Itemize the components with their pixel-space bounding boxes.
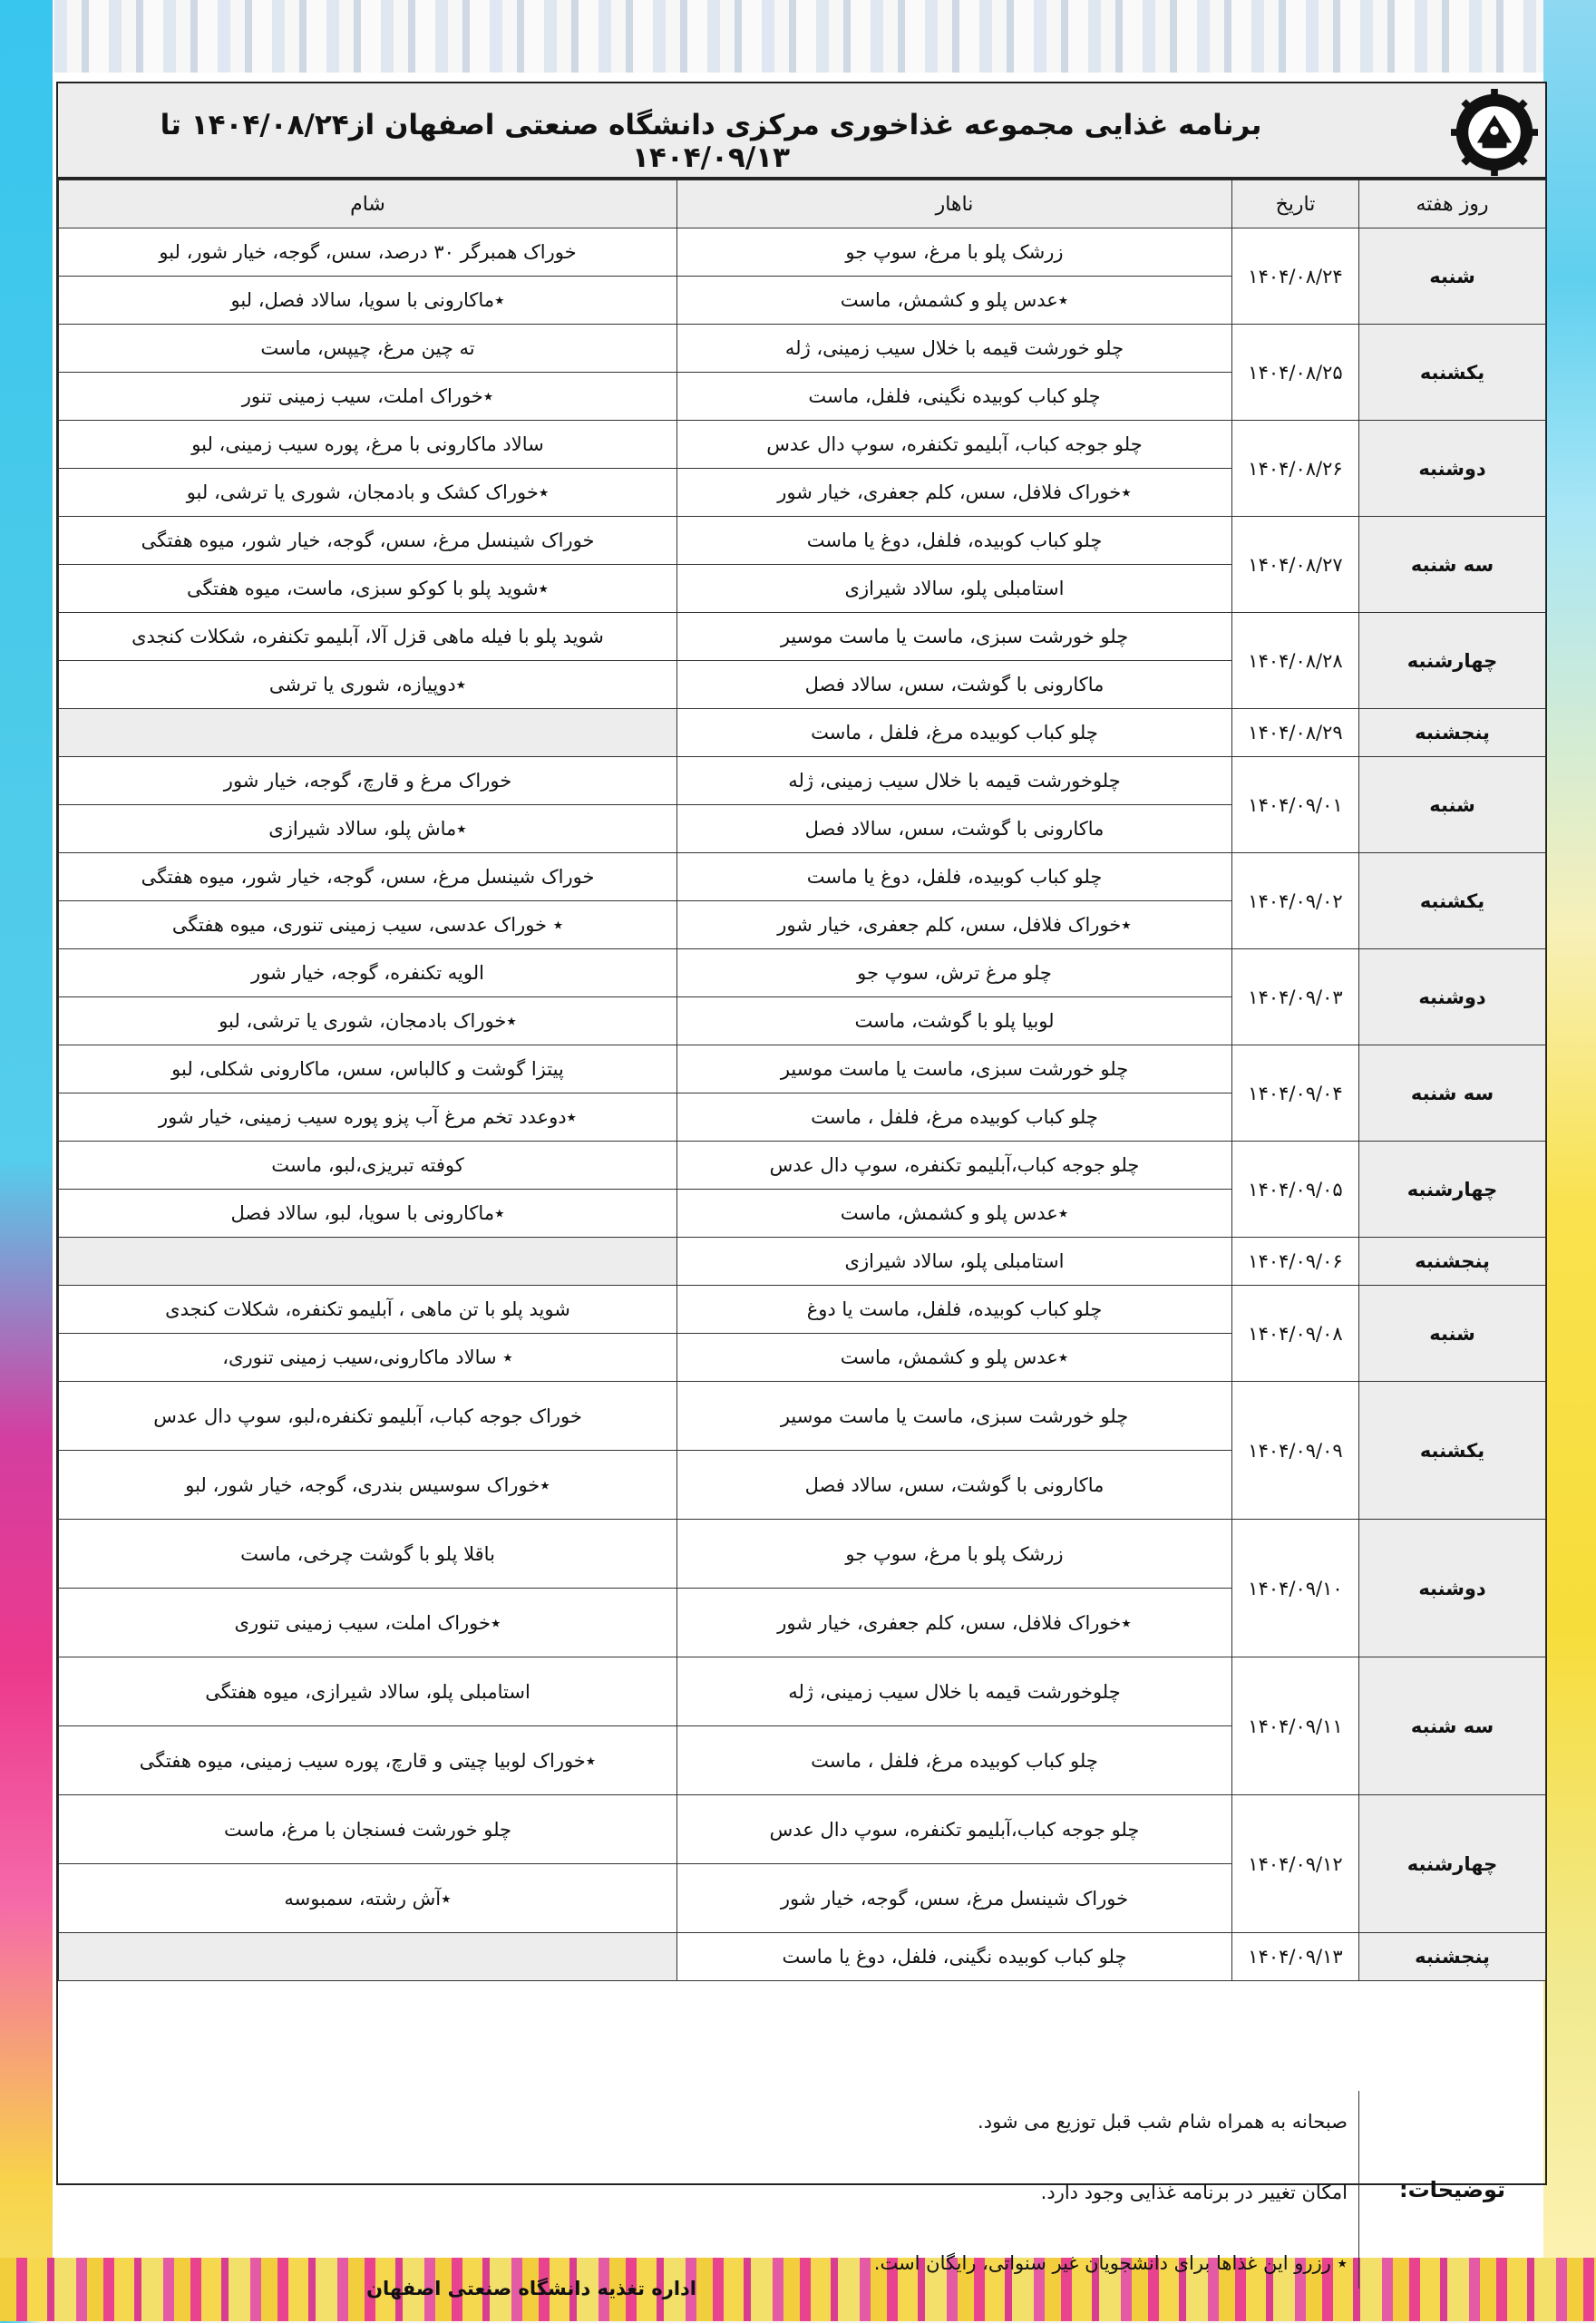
dinner-cell: کوفته تبریزی،لبو، ماست [59,1142,677,1190]
lunch-cell: ماکارونی با گوشت، سس، سالاد فصل [677,661,1232,709]
header-dinner: شام [59,180,677,228]
day-cell: دوشنبه [1359,421,1546,517]
day-cell: یکشنبه [1359,325,1546,421]
table-row [59,709,1546,757]
lunch-cell: چلو خورشت قیمه با خلال سیب زمینی، ژله [677,325,1232,373]
dinner-cell: استامبلی پلو، سالاد شیرازی، میوه هفتگی [59,1657,677,1726]
table-row [59,613,1546,661]
day-cell: سه شنبه [1359,1045,1546,1142]
date-cell: ۱۴۰۴/۰۹/۰۶ [1232,1238,1359,1286]
date-cell: ۱۴۰۴/۰۹/۱۳ [1232,1933,1359,1981]
dinner-cell: خوراک شینسل مرغ، سس، گوجه، خیار شور، میوه هفتگی [59,517,677,565]
date-cell: ۱۴۰۴/۰۹/۰۱ [1232,757,1359,853]
table-row [59,421,1546,469]
date-cell: ۱۴۰۴/۰۹/۰۹ [1232,1382,1359,1520]
table-row [59,1520,1546,1589]
background-left-strip [0,0,53,2321]
day-cell: سه شنبه [1359,1657,1546,1795]
dinner-cell: الویه تکنفره، گوجه، خیار شور [59,949,677,997]
date-cell: ۱۴۰۴/۰۹/۱۰ [1232,1520,1359,1657]
dinner-cell: ٭ماکارونی با سویا، لبو، سالاد فصل [59,1190,677,1238]
date-cell: ۱۴۰۴/۰۹/۰۲ [1232,853,1359,949]
lunch-cell: چلو کباب کوبیده، فلفل، ماست یا دوغ [677,1286,1232,1334]
lunch-cell: چلو کباب کوبیده مرغ، فلفل ، ماست [677,709,1232,757]
dinner-cell: ٭خوراک املت، سیب زمینی تنوری [59,1589,677,1657]
lunch-cell: استامبلی پلو، سالاد شیرازی [677,1238,1232,1286]
menu-sheet [53,73,1543,2299]
day-cell: سه شنبه [1359,517,1546,613]
lunch-cell: چلو کباب کوبیده، فلفل، دوغ یا ماست [677,853,1232,901]
date-cell: ۱۴۰۴/۰۹/۰۵ [1232,1142,1359,1238]
date-cell: ۱۴۰۴/۰۸/۲۹ [1232,709,1359,757]
date-cell: ۱۴۰۴/۰۹/۰۸ [1232,1286,1359,1382]
dinner-cell: ٭خوراک کشک و بادمجان، شوری یا ترشی، لبو [59,469,677,517]
header-day: روز هفته [1359,180,1546,228]
header-lunch: ناهار [677,180,1232,228]
lunch-cell: لوبیا پلو با گوشت، ماست [677,997,1232,1045]
page-title: برنامه غذایی مجموعه غذاخوری مرکزی دانشگاه صنعتی اصفهان از۱۴۰۴/۰۸/۲۴ تا ۱۴۰۴/۰۹/۱۳ [160,109,1262,174]
lunch-cell: چلو خورشت سبزی، ماست یا ماست موسیر [677,1045,1232,1093]
date-cell: ۱۴۰۴/۰۹/۱۱ [1232,1657,1359,1795]
notes-section [58,2091,1545,2289]
date-cell: ۱۴۰۴/۰۸/۲۴ [1232,228,1359,325]
lunch-cell: استامبلی پلو، سالاد شیرازی [677,565,1232,613]
dinner-cell: ٭خوراک بادمجان، شوری یا ترشی، لبو [59,997,677,1045]
date-cell: ۱۴۰۴/۰۹/۱۲ [1232,1795,1359,1933]
lunch-cell: چلو جوجه کباب، آبلیمو تکنفره، سوپ دال عدس [677,421,1232,469]
lunch-cell: ٭خوراک فلافل، سس، کلم جعفری، خیار شور [677,1589,1232,1657]
date-cell: ۱۴۰۴/۰۸/۲۵ [1232,325,1359,421]
lunch-cell: چلو جوجه کباب،آبلیمو تکنفره، سوپ دال عدس [677,1795,1232,1864]
dinner-cell [59,1933,677,1981]
note-line: امکان تغییر در برنامه غذایی وجود دارد. [1040,2182,1348,2203]
day-cell: شنبه [1359,1286,1546,1382]
day-cell: یکشنبه [1359,853,1546,949]
dinner-cell: خوراک جوجه کباب، آبلیمو تکنفره،لبو، سوپ دال عدس [59,1382,677,1451]
day-cell: دوشنبه [1359,1520,1546,1657]
lunch-cell: زرشک پلو با مرغ، سوپ جو [677,228,1232,277]
header-date: تاریخ [1232,180,1359,228]
lunch-cell: ٭خوراک فلافل، سس، کلم جعفری، خیار شور [677,901,1232,949]
dinner-cell [59,709,677,757]
lunch-cell: چلو خورشت سبزی، ماست یا ماست موسیر [677,1382,1232,1451]
day-cell: چهارشنبه [1359,1795,1546,1933]
lunch-cell: چلوخورشت قیمه با خلال سیب زمینی، ژله [677,1657,1232,1726]
day-cell: پنجشنبه [1359,709,1546,757]
menu-header [58,83,1545,180]
date-cell: ۱۴۰۴/۰۹/۰۳ [1232,949,1359,1045]
date-cell: ۱۴۰۴/۰۸/۲۶ [1232,421,1359,517]
lunch-cell: چلوخورشت قیمه با خلال سیب زمینی، ژله [677,757,1232,805]
note-line: صبحانه به همراه شام شب قبل توزیع می شود. [978,2111,1348,2133]
menu-body [59,228,1546,1981]
lunch-cell: ٭عدس پلو و کشمش، ماست [677,1334,1232,1382]
dinner-cell: شوید پلو با فیله ماهی قزل آلا، آبلیمو تکنفره، شکلات کنجدی [59,613,677,661]
day-cell: پنجشنبه [1359,1238,1546,1286]
table-row [59,1657,1546,1726]
dinner-cell: شوید پلو با تن ماهی ، آبلیمو تکنفره، شکلات کنجدی [59,1286,677,1334]
lunch-cell: چلو خورشت سبزی، ماست یا ماست موسیر [677,613,1232,661]
lunch-cell: ٭عدس پلو و کشمش، ماست [677,1190,1232,1238]
day-cell: شنبه [1359,228,1546,325]
table-row [59,228,1546,277]
footer-office: اداره تغذیه دانشگاه صنعتی اصفهان [366,2278,696,2299]
background-right-strip [1543,0,1596,2321]
lunch-cell: ماکارونی با گوشت، سس، سالاد فصل [677,1451,1232,1520]
dinner-cell: ٭خوراک لوبیا چیتی و قارچ، پوره سیب زمینی، میوه هفتگی [59,1726,677,1795]
dinner-cell: ٭ماکارونی با سویا، سالاد فصل، لبو [59,277,677,325]
lunch-cell: چلو کباب کوبیده نگینی، فلفل، ماست [677,373,1232,421]
lunch-cell: خوراک شینسل مرغ، سس، گوجه، خیار شور [677,1864,1232,1933]
lunch-cell: چلو مرغ ترش، سوپ جو [677,949,1232,997]
lunch-cell: ٭عدس پلو و کشمش، ماست [677,277,1232,325]
date-cell: ۱۴۰۴/۰۸/۲۸ [1232,613,1359,709]
day-cell: چهارشنبه [1359,1142,1546,1238]
dinner-cell: چلو خورشت فسنجان با مرغ، ماست [59,1795,677,1864]
date-cell: ۱۴۰۴/۰۹/۰۴ [1232,1045,1359,1142]
table-row [59,757,1546,805]
note-line: ٭ رزرو این غذاها برای دانشجویان غیر سنواتی، رایگان است. [873,2252,1348,2274]
dinner-cell: ٭خوراک سوسیس بندری، گوجه، خیار شور، لبو [59,1451,677,1520]
dinner-cell: ٭دوپیازه، شوری یا ترشی [59,661,677,709]
dinner-cell [59,1238,677,1286]
lunch-cell: چلو کباب کوبیده نگینی، فلفل، دوغ یا ماست [677,1933,1232,1981]
dinner-cell: ٭شوید پلو با کوکو سبزی، ماست، میوه هفتگی [59,565,677,613]
dinner-cell: ٭دوعدد تخم مرغ آب پزو پوره سیب زمینی، خیار شور [59,1093,677,1142]
lunch-cell: ماکارونی با گوشت، سس، سالاد فصل [677,805,1232,853]
dinner-cell: ٭ سالاد ماکارونی،سیب زمینی تنوری، [59,1334,677,1382]
dinner-cell: ٭آش رشته، سمبوسه [59,1864,677,1933]
menu-table [58,180,1546,1981]
day-cell: یکشنبه [1359,1382,1546,1520]
dinner-cell: ٭خوراک املت، سیب زمینی تنور [59,373,677,421]
university-gear-logo-icon [1451,89,1538,176]
day-cell: چهارشنبه [1359,613,1546,709]
day-cell: شنبه [1359,757,1546,853]
dinner-cell: سالاد ماکارونی با مرغ، پوره سیب زمینی، لبو [59,421,677,469]
lunch-cell: چلو کباب کوبیده مرغ، فلفل ، ماست [677,1093,1232,1142]
dinner-cell: خوراک همبرگر ۳۰ درصد، سس، گوجه، خیار شور، لبو [59,228,677,277]
table-row [59,517,1546,565]
background-top-strip [0,0,1596,73]
dinner-cell: خوراک شینسل مرغ، سس، گوجه، خیار شور، میوه هفتگی [59,853,677,901]
lunch-cell: چلو جوجه کباب،آبلیمو تکنفره، سوپ دال عدس [677,1142,1232,1190]
dinner-cell: ٭ خوراک عدسی، سیب زمینی تنوری، میوه هفتگی [59,901,677,949]
table-row [59,325,1546,373]
dinner-cell: باقلا پلو با گوشت چرخی، ماست [59,1520,677,1589]
notes-label: توضیحات: [1358,2091,1545,2289]
dinner-cell: ته چین مرغ، چیپس، ماست [59,325,677,373]
lunch-cell: چلو کباب کوبیده، فلفل، دوغ یا ماست [677,517,1232,565]
menu-frame [56,82,1547,2274]
table-row [59,1238,1546,1286]
table-row [59,1933,1546,1981]
lunch-cell: زرشک پلو با مرغ، سوپ جو [677,1520,1232,1589]
table-row [59,853,1546,901]
date-cell: ۱۴۰۴/۰۸/۲۷ [1232,517,1359,613]
lunch-cell: چلو کباب کوبیده مرغ، فلفل ، ماست [677,1726,1232,1795]
table-row [59,1142,1546,1190]
day-cell: پنجشنبه [1359,1933,1546,1981]
table-header-row [59,180,1546,228]
table-row [59,1795,1546,1864]
dinner-cell: پیتزا گوشت و کالباس، سس، ماکارونی شکلی، لبو [59,1045,677,1093]
day-cell: دوشنبه [1359,949,1546,1045]
table-row [59,949,1546,997]
table-row [59,1045,1546,1093]
table-row [59,1382,1546,1451]
dinner-cell: خوراک مرغ و قارچ، گوجه، خیار شور [59,757,677,805]
table-row [59,1286,1546,1334]
lunch-cell: ٭خوراک فلافل، سس، کلم جعفری، خیار شور [677,469,1232,517]
dinner-cell: ٭ماش پلو، سالاد شیرازی [59,805,677,853]
